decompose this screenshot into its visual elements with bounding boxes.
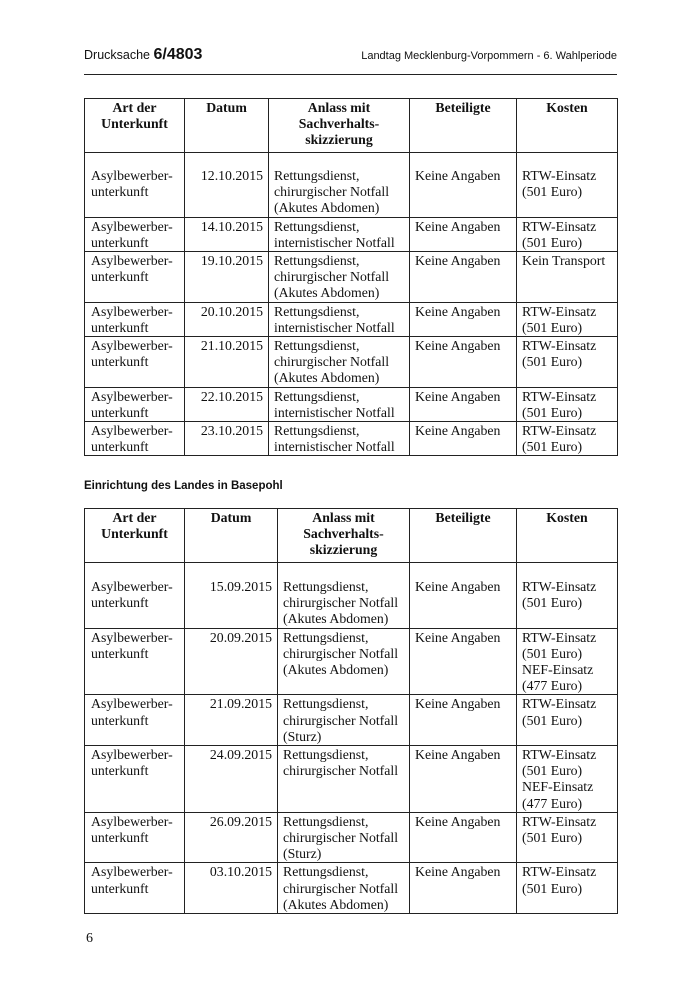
cell-beteiligte: Keine Angaben xyxy=(410,695,517,746)
cell-kosten: RTW-Einsatz (501 Euro) xyxy=(517,563,618,629)
cell-datum: 21.09.2015 xyxy=(185,695,278,746)
cell-beteiligte: Keine Angaben xyxy=(410,863,517,914)
cell-datum: 19.10.2015 xyxy=(185,252,269,303)
cell-beteiligte: Keine Angaben xyxy=(410,217,517,251)
page-number: 6 xyxy=(86,931,93,946)
cell-beteiligte: Keine Angaben xyxy=(410,337,517,388)
cell-anlass: Rettungsdienst, chirurgischer Notfall (Akutes Abdomen) xyxy=(269,337,410,388)
cell-datum: 26.09.2015 xyxy=(185,812,278,863)
cell-datum: 03.10.2015 xyxy=(185,863,278,914)
cell-art: Asylbewerber-unterkunft xyxy=(85,746,185,813)
cell-art: Asylbewerber-unterkunft xyxy=(85,387,185,421)
table-header-row xyxy=(85,509,618,563)
table-row xyxy=(85,422,618,456)
incidents-table-1 xyxy=(84,98,618,456)
section-title-basepohl: Einrichtung des Landes in Basepohl xyxy=(84,480,283,492)
col-header-anlass: Anlass mit Sachverhalts-skizzierung xyxy=(278,509,410,563)
cell-beteiligte: Keine Angaben xyxy=(410,563,517,629)
cell-kosten: RTW-Einsatz (501 Euro) xyxy=(517,387,618,421)
cell-datum: 23.10.2015 xyxy=(185,422,269,456)
cell-art: Asylbewerber-unterkunft xyxy=(85,563,185,629)
cell-art: Asylbewerber-unterkunft xyxy=(85,217,185,251)
cell-art: Asylbewerber-unterkunft xyxy=(85,628,185,695)
cell-datum: 24.09.2015 xyxy=(185,746,278,813)
drucksache-text: Drucksache xyxy=(84,48,150,62)
table-row xyxy=(85,746,618,813)
page-header xyxy=(84,40,617,75)
cell-kosten: RTW-Einsatz (501 Euro) xyxy=(517,302,618,336)
drucksache-number: 6/4803 xyxy=(153,46,203,63)
cell-datum: 22.10.2015 xyxy=(185,387,269,421)
col-header-art: Art der Unterkunft xyxy=(85,509,185,563)
cell-anlass: Rettungsdienst, internistischer Notfall xyxy=(269,217,410,251)
cell-datum: 14.10.2015 xyxy=(185,217,269,251)
cell-datum: 20.10.2015 xyxy=(185,302,269,336)
col-header-kosten: Kosten xyxy=(517,509,618,563)
cell-anlass: Rettungsdienst, chirurgischer Notfall xyxy=(278,746,410,813)
cell-kosten: RTW-Einsatz (501 Euro) NEF-Einsatz (477 Euro) xyxy=(517,746,618,813)
cell-anlass: Rettungsdienst, chirurgischer Notfall (Akutes Abdomen) xyxy=(278,628,410,695)
cell-kosten: RTW-Einsatz (501 Euro) xyxy=(517,863,618,914)
cell-beteiligte: Keine Angaben xyxy=(410,422,517,456)
table-row xyxy=(85,628,618,695)
cell-art: Asylbewerber-unterkunft xyxy=(85,153,185,218)
cell-kosten: RTW-Einsatz (501 Euro) xyxy=(517,422,618,456)
cell-kosten: RTW-Einsatz (501 Euro) xyxy=(517,153,618,218)
cell-art: Asylbewerber-unterkunft xyxy=(85,337,185,388)
cell-art: Asylbewerber-unterkunft xyxy=(85,863,185,914)
table-row xyxy=(85,252,618,303)
table-row xyxy=(85,217,618,251)
table-row xyxy=(85,337,618,388)
cell-beteiligte: Keine Angaben xyxy=(410,302,517,336)
col-header-anlass: Anlass mit Sachverhalts-skizzierung xyxy=(269,99,410,153)
cell-beteiligte: Keine Angaben xyxy=(410,812,517,863)
cell-datum: 12.10.2015 xyxy=(185,153,269,218)
cell-anlass: Rettungsdienst, chirurgischer Notfall (Akutes Abdomen) xyxy=(278,563,410,629)
table-row xyxy=(85,302,618,336)
col-header-art: Art der Unterkunft xyxy=(85,99,185,153)
col-header-datum: Datum xyxy=(185,509,278,563)
cell-kosten: RTW-Einsatz (501 Euro) NEF-Einsatz (477 Euro) xyxy=(517,628,618,695)
col-header-datum: Datum xyxy=(185,99,269,153)
table-row xyxy=(85,387,618,421)
incidents-table-2 xyxy=(84,508,618,914)
col-header-beteiligte: Beteiligte xyxy=(410,99,517,153)
cell-beteiligte: Keine Angaben xyxy=(410,387,517,421)
cell-anlass: Rettungsdienst, chirurgischer Notfall (Sturz) xyxy=(278,695,410,746)
cell-kosten: RTW-Einsatz (501 Euro) xyxy=(517,812,618,863)
col-header-kosten: Kosten xyxy=(517,99,618,153)
cell-kosten: RTW-Einsatz (501 Euro) xyxy=(517,217,618,251)
cell-kosten: RTW-Einsatz (501 Euro) xyxy=(517,337,618,388)
table-row xyxy=(85,153,618,218)
parliament-title: Landtag Mecklenburg-Vorpommern - 6. Wahlperiode xyxy=(361,50,617,62)
cell-art: Asylbewerber-unterkunft xyxy=(85,695,185,746)
cell-datum: 20.09.2015 xyxy=(185,628,278,695)
col-header-beteiligte: Beteiligte xyxy=(410,509,517,563)
cell-anlass: Rettungsdienst, internistischer Notfall xyxy=(269,422,410,456)
table-header-row xyxy=(85,99,618,153)
cell-art: Asylbewerber-unterkunft xyxy=(85,812,185,863)
cell-anlass: Rettungsdienst, chirurgischer Notfall (Akutes Abdomen) xyxy=(278,863,410,914)
cell-anlass: Rettungsdienst, chirurgischer Notfall (Akutes Abdomen) xyxy=(269,252,410,303)
table-row xyxy=(85,863,618,914)
cell-beteiligte: Keine Angaben xyxy=(410,153,517,218)
cell-anlass: Rettungsdienst, internistischer Notfall xyxy=(269,302,410,336)
cell-anlass: Rettungsdienst, internistischer Notfall xyxy=(269,387,410,421)
drucksache-label xyxy=(84,46,202,64)
cell-art: Asylbewerber-unterkunft xyxy=(85,422,185,456)
table-row xyxy=(85,563,618,629)
cell-anlass: Rettungsdienst, chirurgischer Notfall (Sturz) xyxy=(278,812,410,863)
cell-beteiligte: Keine Angaben xyxy=(410,252,517,303)
cell-datum: 15.09.2015 xyxy=(185,563,278,629)
table-row xyxy=(85,695,618,746)
cell-anlass: Rettungsdienst, chirurgischer Notfall (Akutes Abdomen) xyxy=(269,153,410,218)
cell-datum: 21.10.2015 xyxy=(185,337,269,388)
cell-art: Asylbewerber-unterkunft xyxy=(85,252,185,303)
cell-kosten: RTW-Einsatz (501 Euro) xyxy=(517,695,618,746)
cell-beteiligte: Keine Angaben xyxy=(410,628,517,695)
cell-beteiligte: Keine Angaben xyxy=(410,746,517,813)
cell-art: Asylbewerber-unterkunft xyxy=(85,302,185,336)
table-row xyxy=(85,812,618,863)
cell-kosten: Kein Transport xyxy=(517,252,618,303)
